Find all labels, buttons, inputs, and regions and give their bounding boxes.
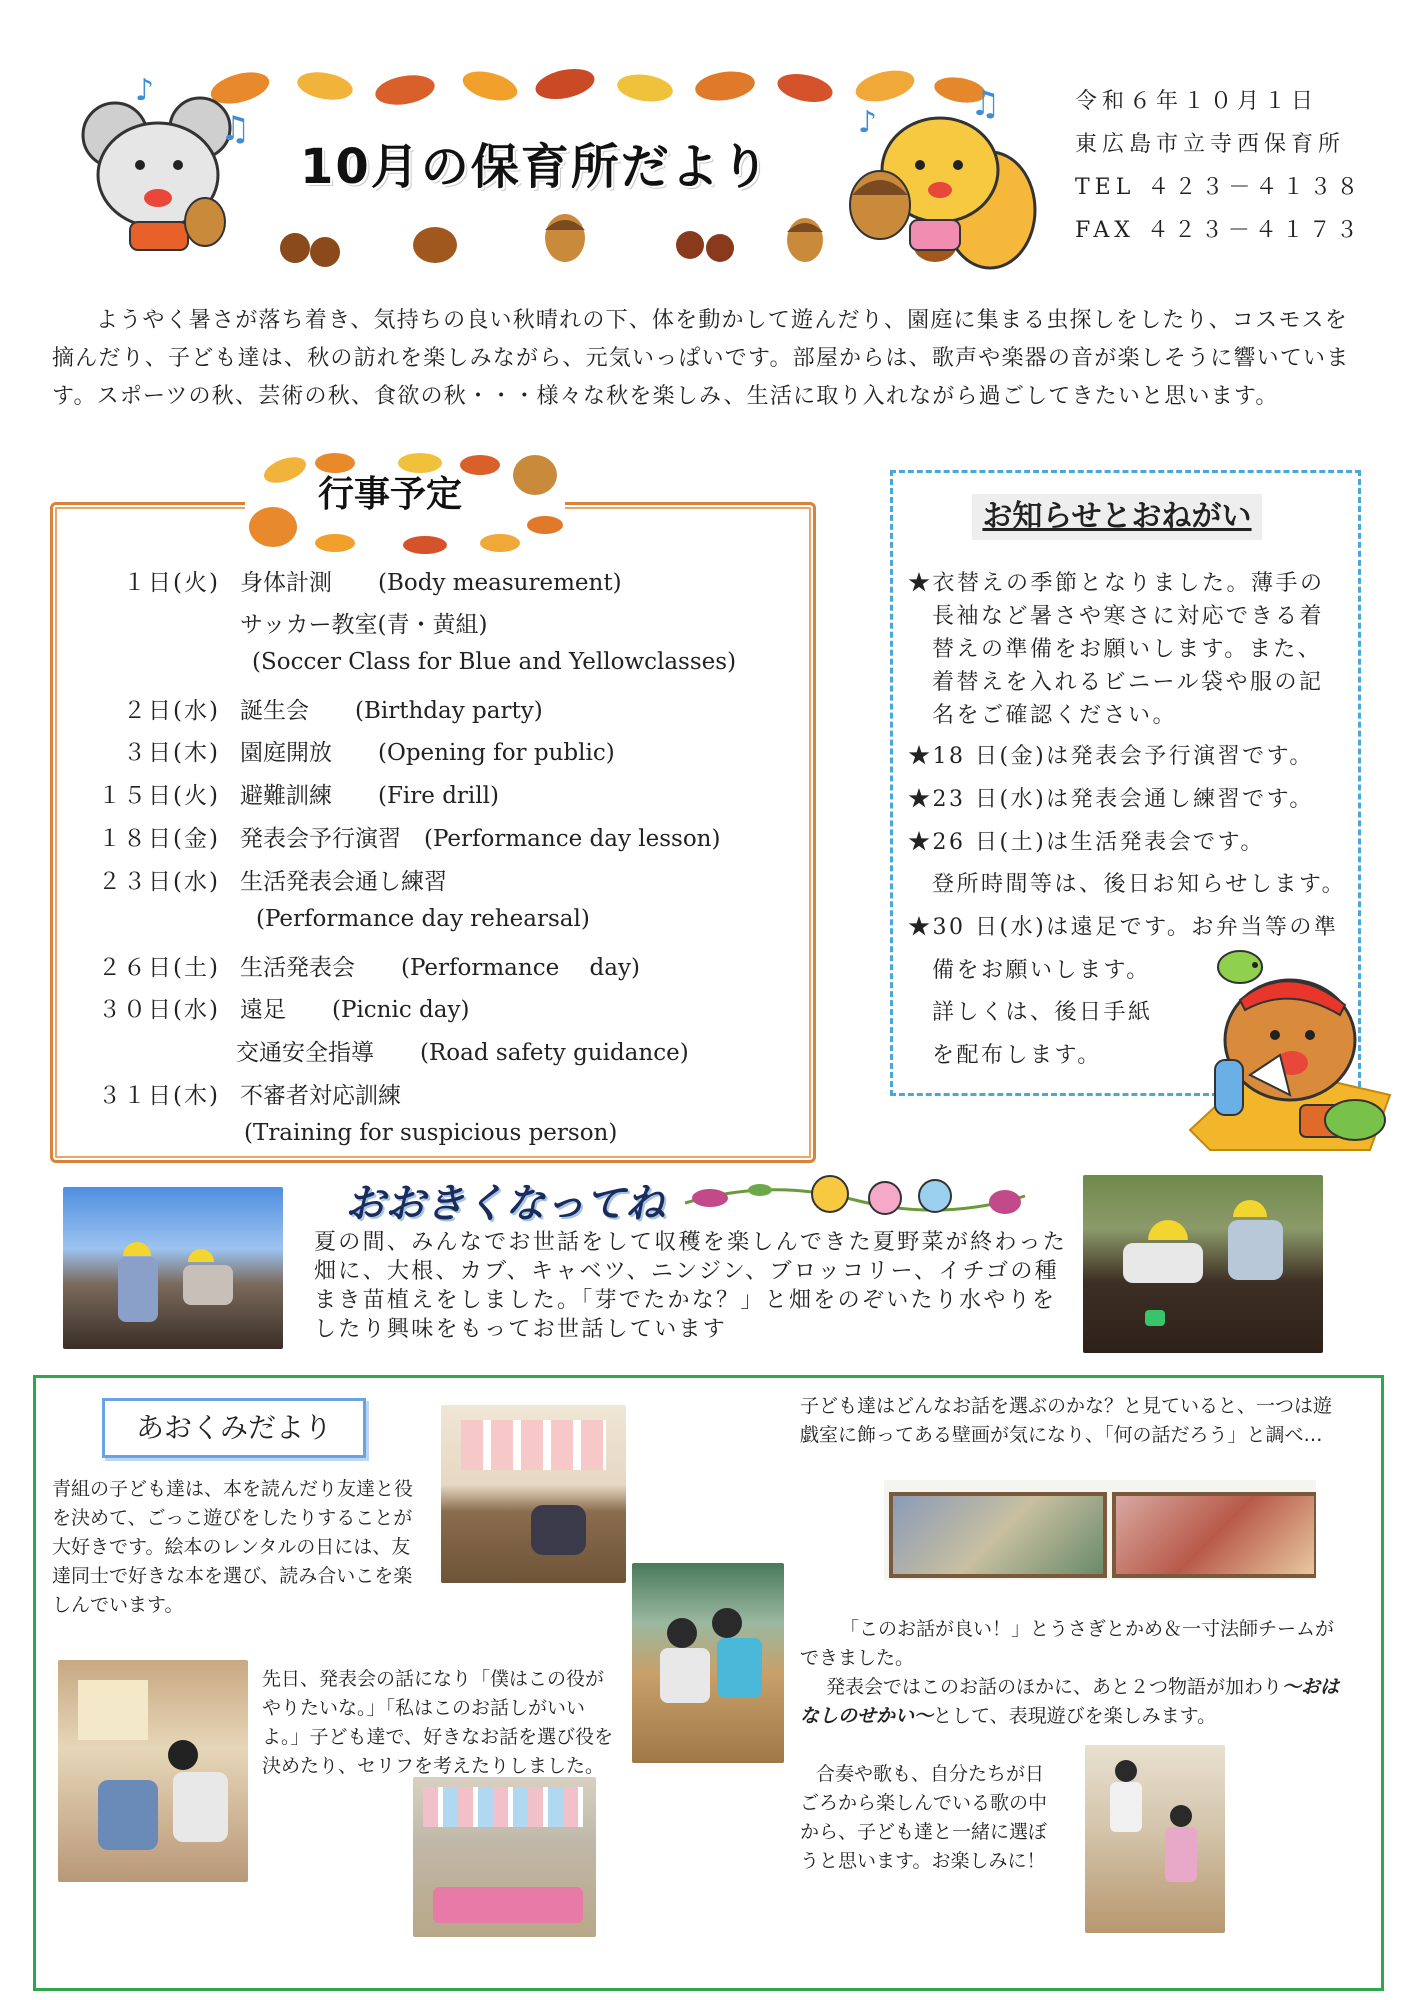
schedule-row (70, 649, 736, 675)
schedule-event: 生活発表会 (Performance day) (240, 955, 640, 981)
schedule-event: (Training for suspicious person) (244, 1120, 618, 1146)
notice-line: 備をお願いします。 (932, 958, 1151, 983)
autumn-leaves-icon (207, 64, 987, 109)
aokumi-paragraph-4b: 発表会ではこのお話のほかに、あと２つ物語が加わり (826, 1676, 1283, 1698)
music-note-icon: ♫ (220, 109, 251, 149)
schedule-event: (Performance day rehearsal) (256, 906, 590, 932)
reading-photo (632, 1563, 784, 1763)
notice-line: 着替えを入れるビニール袋や服の記 (932, 670, 1324, 695)
story-theme: ～おはなしのせかい～ (800, 1676, 1340, 1727)
child-figure (1228, 1220, 1283, 1280)
child-figure (1165, 1827, 1197, 1882)
schedule-event: 遠足 (Picnic day) (240, 997, 470, 1023)
child-figure (531, 1505, 586, 1555)
notice-title: お知らせとおねがい (972, 494, 1262, 540)
child-figure (1110, 1782, 1142, 1832)
book-rental-photo (58, 1660, 248, 1882)
schedule-row (70, 564, 622, 597)
aokumi-paragraph-4a: 「このお話が良い！」とうさぎとかめ＆一寸法師チームができました。 (800, 1618, 1335, 1669)
schedule-event: 園庭開放 (Opening for public) (240, 740, 615, 766)
child-figure (717, 1638, 762, 1698)
schedule-event: 不審者対応訓練 (240, 1083, 401, 1109)
schedule-event: 避難訓練 (Fire drill) (240, 783, 499, 809)
notice-line: 登所時間等は、後日お知らせします。 (932, 872, 1347, 897)
aokumi-paragraph-2: 先日、発表会の話になり「僕はこの役がやりたいな。」「私はこのお話しがいいよ。」子ども達で、好きなお話を選び役を決めたり、セリフを考えたりしました。 (262, 1668, 614, 1777)
schedule-event: 生活発表会通し練習 (240, 869, 447, 895)
schedule-date: ２６日(土) (98, 955, 220, 981)
schedule-row (70, 1034, 689, 1067)
aokumi-paragraph-5: 合奏や歌も、自分たちが日ごろから楽しんでいる歌の中から、子ども達と一緒に選ぼうと思います。お楽しみに！ (800, 1763, 1048, 1872)
wall-posters (461, 1420, 606, 1470)
schedule-row (70, 777, 499, 810)
vine-characters-icon (680, 1168, 1030, 1224)
child-figure (118, 1257, 158, 1322)
classroom-photo (441, 1405, 626, 1583)
notice-line: ★衣替えの季節となりました。薄手の (908, 571, 1325, 596)
child-figure (1115, 1760, 1137, 1782)
mural-rabbit-turtle (889, 1492, 1107, 1578)
schedule-row (70, 606, 488, 639)
picture-book (78, 1680, 148, 1740)
notice-line: 詳しくは、後日手紙 (932, 1000, 1153, 1025)
performance-practice-photo (1085, 1745, 1225, 1933)
notice-line: ★23 日(水)は発表会通し練習です。 (908, 787, 1314, 812)
child-figure (712, 1608, 742, 1638)
tel-number: TEL ４２３－４１３８ (1075, 175, 1364, 200)
schedule-row (70, 820, 720, 853)
schedule-event: 身体計測 (Body measurement) (240, 570, 622, 596)
schedule-date: ３日(木) (123, 740, 220, 766)
facility-name: 東広島市立寺西保育所 (1075, 132, 1346, 157)
child-figure (98, 1780, 158, 1850)
schedule-row (70, 949, 640, 982)
notice-line: を配布します。 (932, 1043, 1102, 1068)
circle-time-photo (413, 1777, 596, 1937)
yellow-hat (1233, 1200, 1267, 1217)
notice-line: ★26 日(土)は生活発表会です。 (908, 830, 1265, 855)
squirrel-character-icon (850, 118, 1035, 268)
schedule-event: サッカー教室(青・黄組) (240, 612, 488, 638)
notice-line: 長袖など暑さや寒さに対応できる着 (932, 604, 1325, 629)
intro-paragraph: ようやく暑さが落ち着き、気持ちの良い秋晴れの下、体を動かして遊んだり、園庭に集まる虫探しをしたり、コスモスを摘んだり、子ども達は、秋の訪れを楽しみながら、元気いっぱいです。部屋からは、歌声や楽器の音が楽しそうに響いています。スポーツの秋、芸術の秋、食欲の秋・・・様々な秋を楽しみ、生活に取り入れながら過ごしてきたいと思います。 (52, 308, 1350, 409)
schedule-row (70, 1077, 401, 1110)
mural-photo (884, 1480, 1316, 1580)
schedule-date: １日(火) (123, 570, 220, 596)
schedule-event: 誕生会 (Birthday party) (240, 698, 543, 724)
notice-line: ★30 日(水)は遠足です。お弁当等の準 (908, 915, 1339, 940)
pink-bench (433, 1887, 583, 1923)
child-figure (1123, 1243, 1203, 1283)
page-title: 10月の保育所だより (300, 139, 771, 195)
header-info (1075, 80, 1364, 252)
music-note-icon: ♫ (970, 84, 1001, 124)
yellow-hat (188, 1249, 214, 1262)
schedule-date: ３０日(水) (98, 997, 220, 1023)
schedule-event: 交通安全指導 (Road safety guidance) (236, 1040, 689, 1066)
yellow-hat (1148, 1220, 1188, 1240)
aokumi-paragraph-3: 子ども達はどんなお話を選ぶのかな？と見ていると、一つは遊戯室に飾ってある壁画が気になり、「何の話だろう」と調べ… (800, 1395, 1333, 1446)
aokumi-title: あおくみだより (102, 1398, 366, 1458)
aokumi-paragraph-4 (800, 1673, 1345, 1731)
schedule-event: 発表会予行演習 (Performance day lesson) (240, 826, 721, 852)
planting-photo (1083, 1175, 1323, 1353)
schedule-event: (Soccer Class for Blue and Yellowclasses) (252, 649, 737, 675)
child-figure (168, 1740, 198, 1770)
notice-line: 名をご確認ください。 (932, 703, 1178, 728)
schedule-row (70, 1120, 617, 1146)
notice-line: ★18 日(金)は発表会予行演習です。 (908, 744, 1314, 769)
bear-picnic-icon (1180, 945, 1400, 1155)
child-figure (173, 1772, 228, 1842)
fax-number: FAX ４２３－４１７３ (1075, 218, 1363, 243)
schedule-date: ２３日(水) (98, 869, 220, 895)
schedule-date: １５日(火) (98, 783, 220, 809)
schedule-row (70, 863, 447, 896)
child-figure (660, 1648, 710, 1703)
child-figure (1170, 1805, 1192, 1827)
growing-title: おおきくなってね (345, 1181, 665, 1227)
child-figure (667, 1618, 697, 1648)
schedule-date: １８日(金) (98, 826, 220, 852)
notice-line: 替えの準備をお願いします。また、 (932, 637, 1323, 662)
schedule-row (70, 734, 615, 767)
schedule-title: 行事予定 (318, 474, 463, 515)
schedule-row (70, 692, 543, 725)
wall-decor (423, 1787, 583, 1827)
schedule-row (70, 991, 469, 1024)
issue-date: 令和６年１０月１日 (1075, 89, 1319, 114)
field-photo (63, 1187, 283, 1349)
mural-issun-boshi (1112, 1492, 1316, 1578)
schedule-date: ２日(水) (123, 698, 220, 724)
schedule-date: ３１日(木) (98, 1083, 220, 1109)
growing-paragraph: 夏の間、みんなでお世話をして収穫を楽しんできた夏野菜が終わった畑に、大根、カブ、キャベツ、ニンジン、ブロッコリー、イチゴの種まき苗植えをしました。「芽でたかな？」と畑をのぞいたり水やりをしたり興味をもってお世話しています (314, 1230, 1068, 1342)
mouse-character-icon (83, 98, 230, 250)
music-note-icon: ♪ (858, 105, 878, 140)
yellow-hat (123, 1242, 151, 1256)
aokumi-paragraph-1: 青組の子ども達は、本を読んだり友達と役を決めて、ごっこ遊びをしたりすることが大好きです。絵本のレンタルの日には、友達同士で好きな本を選び、読み合いこを楽しんでいます。 (52, 1478, 414, 1616)
music-note-icon: ♪ (135, 73, 155, 108)
green-cup (1145, 1310, 1165, 1326)
schedule-row (70, 906, 590, 932)
child-figure (183, 1265, 233, 1305)
aokumi-paragraph-4d: として、表現遊びを楽しみます。 (933, 1705, 1217, 1727)
